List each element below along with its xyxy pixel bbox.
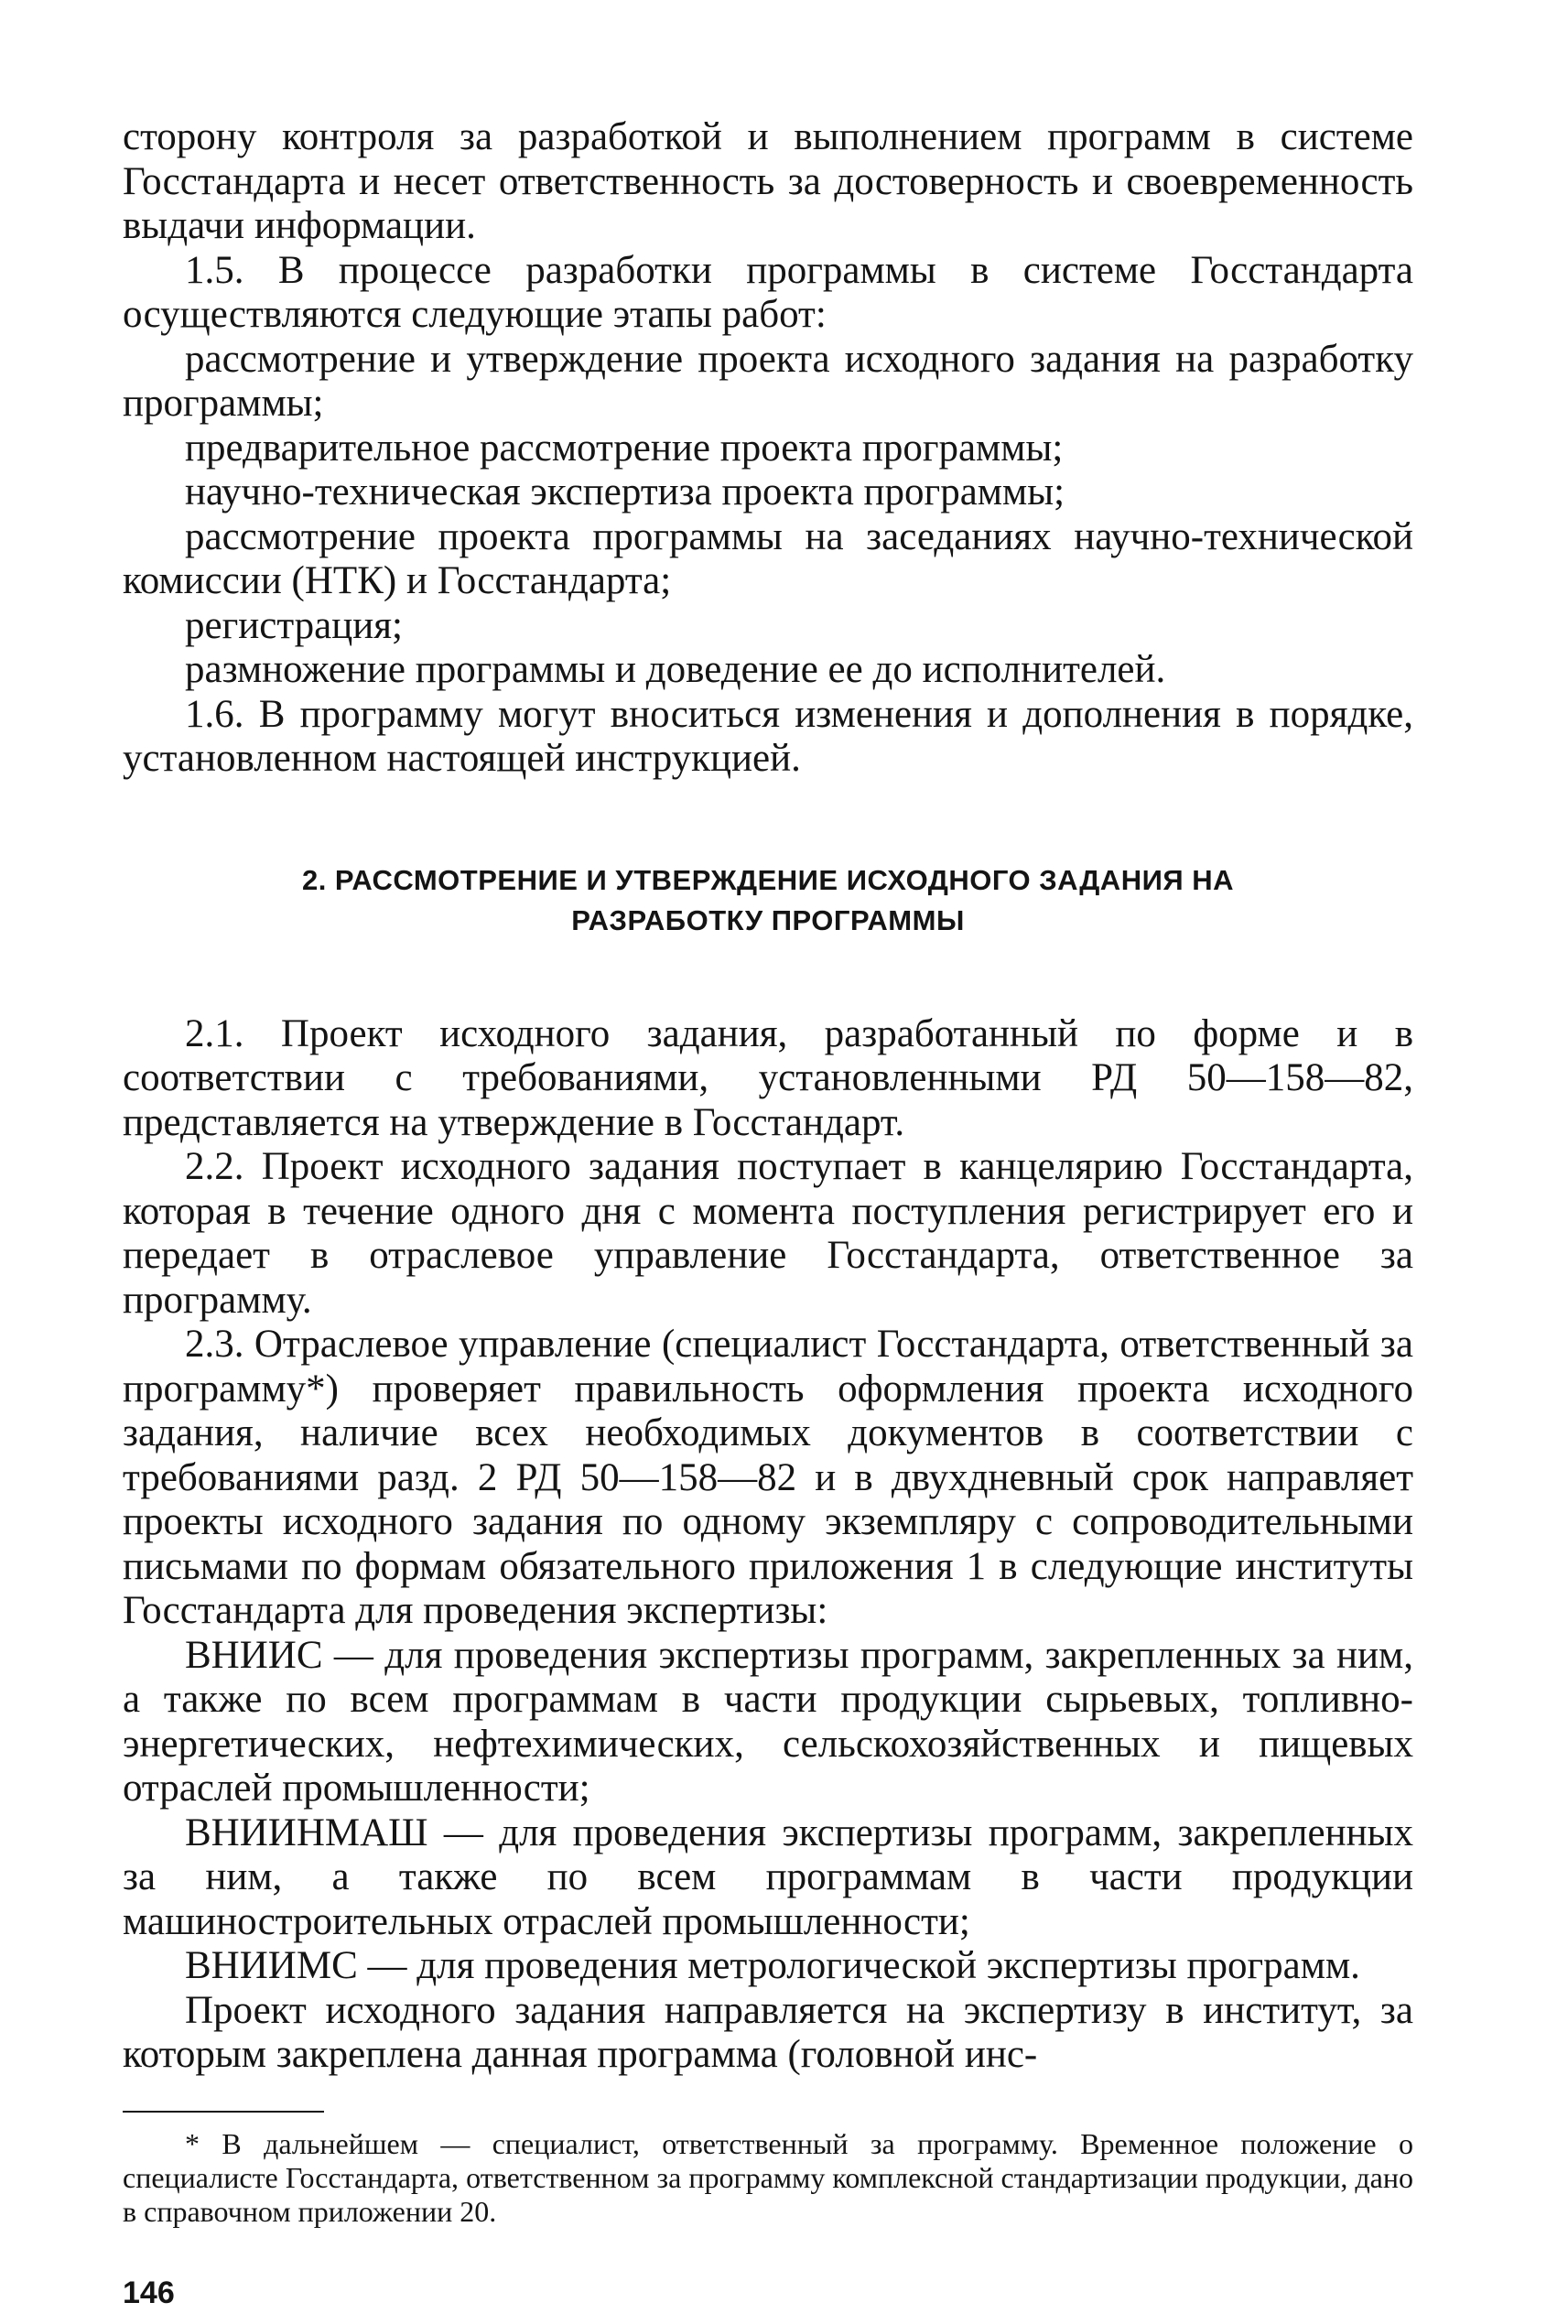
section-heading-line-2: РАЗРАБОТКУ ПРОГРАММЫ (571, 903, 965, 936)
document-page (123, 115, 1413, 2311)
body-paragraph: Проект исходного задания направляется на экспертизу в институт, за которым закреплена данная программа (головной инс- (123, 1988, 1413, 2076)
body-paragraph: сторону контроля за разработкой и выполнением программ в системе Госстандарта и несет ответственность за достоверность и своевременность выдачи информации. (123, 115, 1413, 247)
list-item: рассмотрение проекта программы на заседаниях научно-технической комиссии (НТК) и Госстандарта; (123, 514, 1413, 602)
clause-1-6: 1.6. В программу могут вноситься изменения и дополнения в порядке, установленном настоящей инструкцией. (123, 692, 1413, 780)
clause-2-2: 2.2. Проект исходного задания поступает в канцелярию Госстандарта, которая в течение одного дня с момента поступления регистрирует его и передает в отраслевое управление Госстандарта, ответственное за программу. (123, 1145, 1413, 1322)
page-number: 146 (123, 2275, 175, 2310)
clause-1-5: 1.5. В процессе разработки программы в системе Госстандарта осуществляются следующие этапы работ: (123, 248, 1413, 336)
footnote: * В дальнейшем — специалист, ответственный за программу. Временное положение о специалисте Госстандарта, ответственном за программу комплексной стандартизации продукции, дано в справочном приложении 20. (123, 2126, 1413, 2228)
list-item: рассмотрение и утверждение проекта исходного задания на разработку программы; (123, 337, 1413, 425)
list-item: предварительное рассмотрение проекта программы; (185, 426, 1064, 470)
institute-vniinmash: ВНИИНМАШ — для проведения экспертизы программ, закрепленных за ним, а также по всем программам в части продукции машиностроительных отраслей промышленности; (123, 1811, 1413, 1943)
list-item: научно-техническая экспертиза проекта программы; (185, 470, 1065, 513)
institute-vniis: ВНИИС — для проведения экспертизы программ, закрепленных за ним, а также по всем программам в части продукции сырьевых, топливно-энергетических, нефтехимических, сельскохозяйственных и пищевых отраслей промышленности; (123, 1633, 1413, 1810)
footnote-divider (123, 2111, 324, 2113)
clause-2-1: 2.1. Проект исходного задания, разработанный по форме и в соответствии с требованиями, установленными РД 50—158—82, представляется на утверждение в Госстандарт. (123, 1011, 1413, 1144)
list-item: регистрация; (185, 603, 403, 647)
section-heading (123, 860, 1413, 941)
section-heading-line-1: 2. РАССМОТРЕНИЕ И УТВЕРЖДЕНИЕ ИСХОДНОГО ЗАДАНИЯ НА (301, 863, 1235, 896)
institute-vniims: ВНИИМС — для проведения метрологической экспертизы программ. (185, 1944, 1360, 1987)
clause-2-3: 2.3. Отраслевое управление (специалист Госстандарта, ответственный за программу*) проверяет правильность оформления проекта исходного задания, наличие всех необходимых документов в соответствии с требованиями разд. 2 РД 50—158—82 и в двухдневный срок направляет проекты исходного задания по одному экземпляру с сопроводительными письмами по формам обязательного приложения 1 в следующие институты Госстандарта для проведения экспертизы: (123, 1323, 1413, 1632)
list-item: размножение программы и доведение ее до исполнителей. (185, 648, 1166, 691)
